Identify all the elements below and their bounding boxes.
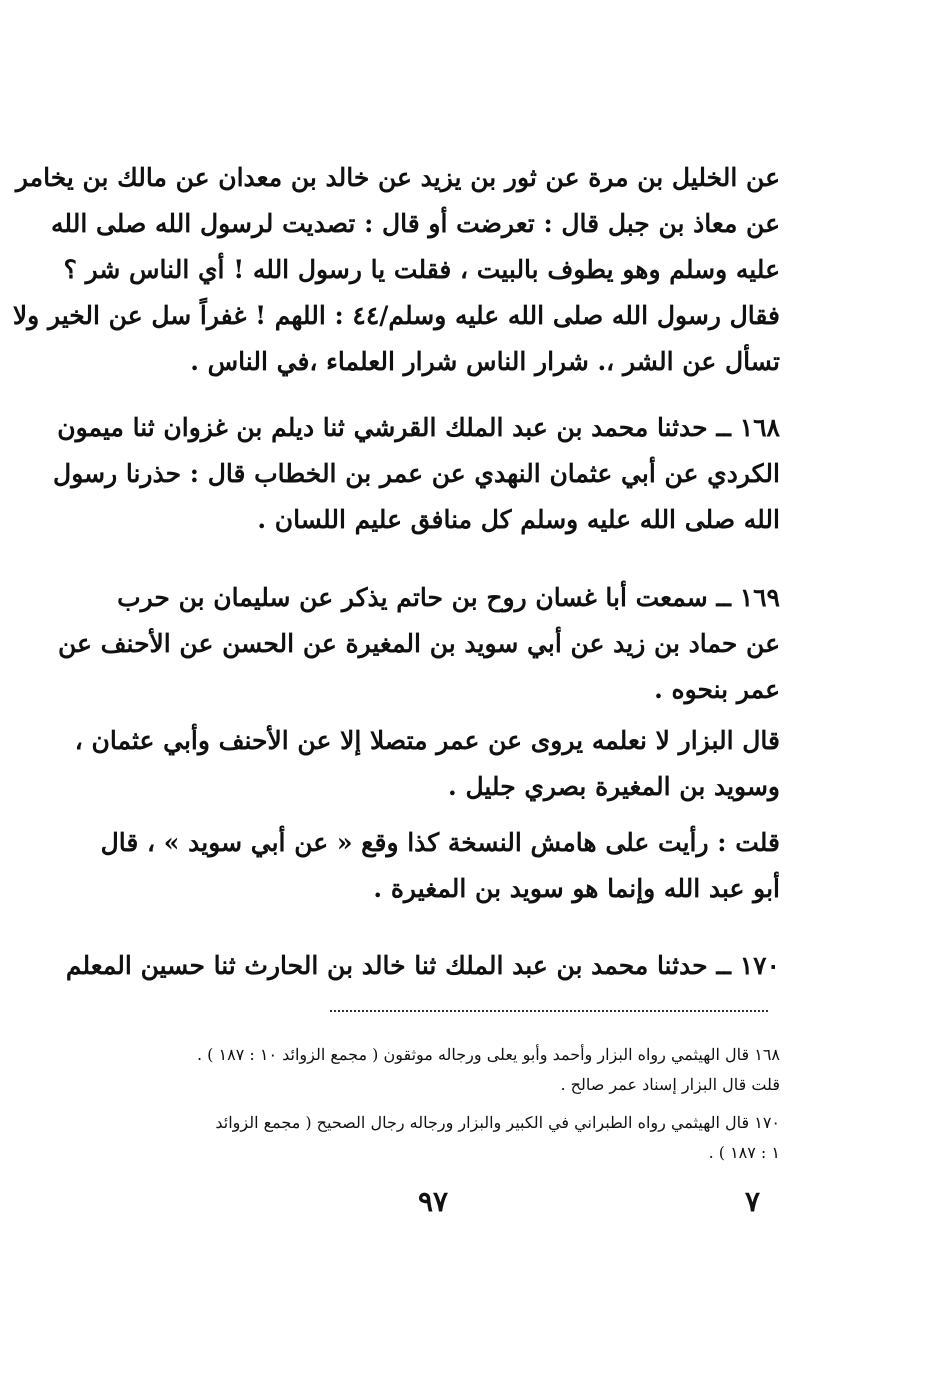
footnote-separator bbox=[330, 1010, 768, 1012]
paragraph-hadith-169 bbox=[58, 575, 780, 713]
text-line: عليه وسلم وهو يطوف بالبيت ، فقلت يا رسول الله ! أي الناس شر ؟ bbox=[63, 255, 780, 284]
text-line: أبو عبد الله وإنما هو سويد بن المغيرة . bbox=[373, 874, 780, 903]
text-line: الله صلى الله عليه وسلم كل منافق عليم اللسان . bbox=[257, 505, 780, 534]
text-line: ١٦٩ ــ سمعت أبا غسان روح بن حاتم يذكر عن سليمان بن حرب bbox=[117, 583, 780, 612]
page-number: ٩٧ bbox=[418, 1185, 449, 1218]
paragraph-margin-note bbox=[100, 820, 780, 912]
footnote-line: ١٦٨ قال الهيثمي رواه البزار وأحمد وأبو يعلى ورجاله موثقون ( مجمع الزوائد ١٠ : ١٨٧ ) . bbox=[197, 1045, 780, 1064]
text-line: عن حماد بن زيد عن أبي سويد بن المغيرة عن الحسن عن الأحنف عن bbox=[58, 629, 780, 658]
text-line: قال البزار لا نعلمه يروى عن عمر متصلا إلا عن الأحنف وأبي عثمان ، bbox=[74, 726, 780, 755]
text-line: قلت : رأيت على هامش النسخة كذا وقع « عن أبي سويد » ، قال bbox=[100, 828, 780, 857]
footnote-170 bbox=[90, 1108, 780, 1168]
paragraph-hadith-170 bbox=[65, 943, 780, 989]
text-line: ١٦٨ ــ حدثنا محمد بن عبد الملك القرشي ثنا ديلم بن غزوان ثنا ميمون bbox=[57, 413, 780, 442]
text-line: ١٧٠ ــ حدثنا محمد بن عبد الملك ثنا خالد بن الحارث ثنا حسين المعلم bbox=[65, 951, 780, 980]
text-line: عن الخليل بن مرة عن ثور بن يزيد عن خالد بن معدان عن مالك بن يخامر bbox=[15, 163, 780, 192]
text-line: عمر بنحوه . bbox=[654, 675, 780, 704]
signature-number: ٧ bbox=[745, 1185, 761, 1218]
paragraph-hadith-continuation bbox=[12, 155, 780, 385]
text-line: تسأل عن الشر ،. شرار الناس شرار العلماء ،في الناس . bbox=[190, 347, 780, 376]
paragraph-bazzar-comment bbox=[74, 718, 780, 810]
footnote-line: ١٧٠ قال الهيثمي رواه الطبراني في الكبير والبزار ورجاله رجال الصحيح ( مجمع الزوائد bbox=[215, 1113, 780, 1132]
footnote-168 bbox=[90, 1040, 780, 1100]
text-line: وسويد بن المغيرة بصري جليل . bbox=[448, 772, 780, 801]
text-line: عن معاذ بن جبل قال : تعرضت أو قال : تصديت لرسول الله صلى الله bbox=[51, 209, 780, 238]
text-line: فقال رسول الله صلى الله عليه وسلم/٤٤ : اللهم ! غفراً سل عن الخير ولا bbox=[12, 301, 780, 330]
footnote-line: ١ : ١٨٧ ) . bbox=[708, 1143, 780, 1162]
paragraph-hadith-168 bbox=[53, 405, 780, 543]
footnote-line: قلت قال البزار إسناد عمر صالح . bbox=[560, 1075, 780, 1094]
text-line: الكردي عن أبي عثمان النهدي عن عمر بن الخطاب قال : حذرنا رسول bbox=[53, 459, 780, 488]
